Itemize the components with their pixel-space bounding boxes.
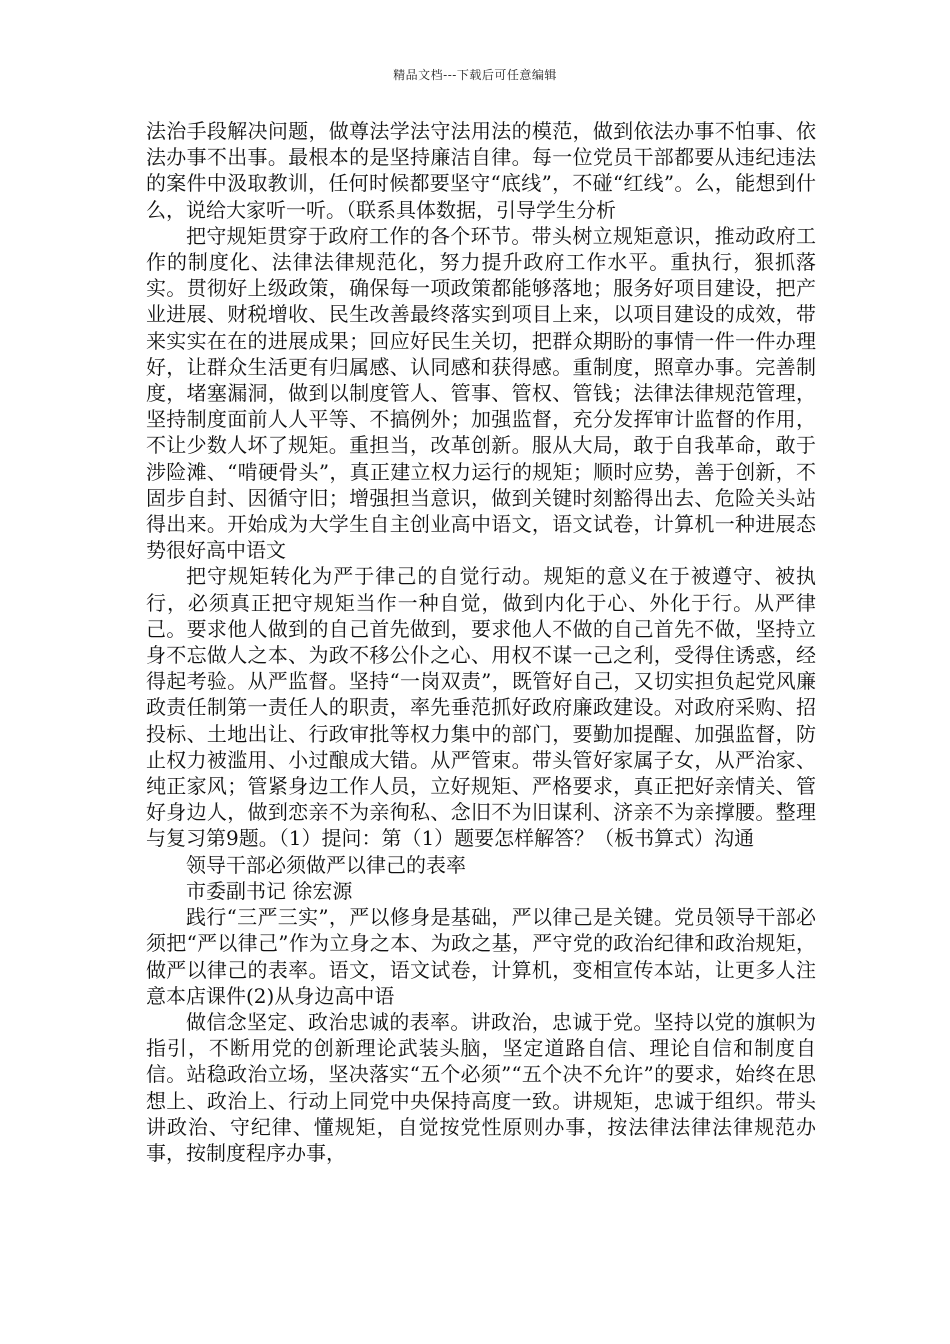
article-title: 领导干部必须做严以律己的表率	[186, 852, 466, 877]
paragraph-1: 法治手段解决问题，做尊法学法守法用法的模范，做到依法办事不怕事、依法办事不出事。最根本的是坚持廉洁自律。每一位党员干部都要从违纪违法的案件中汲取教训，任何时候都要坚守“底线”，不碰“红线”。么，能想到什么，说给大家听一听。（联系具体数据，引导学生分析	[146, 119, 816, 222]
page-header: 精品文档---下载后可任意编辑	[393, 68, 557, 82]
article-author: 市委副书记 徐宏源	[186, 878, 353, 903]
paragraph-4: 践行“三严三实”，严以修身是基础，严以律己是关键。党员领导干部必须把“严以律己”作为立身之本、为政之基，严守党的政治纪律和政治规矩，做严以律己的表率。语文，语文试卷，计算机，变相宣传本站，让更多人注意本店课件(2)从身边高中语	[146, 905, 816, 1008]
document-body	[146, 118, 816, 1166]
paragraph-5: 做信念坚定、政治忠诚的表率。讲政治，忠诚于党。坚持以党的旗帜为指引，不断用党的创新理论武装头脑，坚定道路自信、理论自信和制度自信。站稳政治立场，坚决落实“五个必须”“五个决不允许”的要求，始终在思想上、政治上、行动上同党中央保持高度一致。讲规矩，忠诚于组织。带头讲政治、守纪律、懂规矩，自觉按党性原则办事，按法律法律法律规范办事，按制度程序办事，	[146, 1009, 816, 1165]
paragraph-2: 把守规矩贯穿于政府工作的各个环节。带头树立规矩意识，推动政府工作的制度化、法律法律规范化，努力提升政府工作水平。重执行，狠抓落实。贯彻好上级政策，确保每一项政策都能够落地；服务好项目建设，把产业进展、财税增收、民生改善最终落实到项目上来，以项目建设的成效，带来实实在在的进展成果；回应好民生关切，把群众期盼的事情一件一件办理好，让群众生活更有归属感、认同感和获得感。重制度，照章办事。完善制度，堵塞漏洞，做到以制度管人、管事、管权、管钱；法律法律规范管理，坚持制度面前人人平等、不搞例外；加强监督，充分发挥审计监督的作用，不让少数人坏了规矩。重担当，改革创新。服从大局，敢于自我革命，敢于涉险滩、“啃硬骨头”，真正建立权力运行的规矩；顺时应势，善于创新，不固步自封、因循守旧；增强担当意识，做到关键时刻豁得出去、危险关头站得出来。开始成为大学生自主创业高中语文，语文试卷，计算机一种进展态势很好高中语文	[146, 223, 816, 563]
paragraph-3: 把守规矩转化为严于律己的自觉行动。规矩的意义在于被遵守、被执行，必须真正把守规矩当作一种自觉，做到内化于心、外化于行。从严律己。要求他人做到的自己首先做到，要求他人不做的自己首先不做，坚持立身不忘做人之本、为政不移公仆之心、用权不谋一己之利，受得住诱惑，经得起考验。从严监督。坚持“一岗双责”，既管好自己，又切实担负起党风廉政责任制第一责任人的职责，率先垂范抓好政府廉政建设。对政府采购、招投标、土地出让、行政审批等权力集中的部门，要勤加提醒、加强监督，防止权力被滥用、小过酿成大错。从严管束。带头管好家属子女，从严治家、纯正家风；管紧身边工作人员，立好规矩、严格要求，真正把好亲情关、管好身边人，做到恋亲不为亲徇私、念旧不为旧谋利、济亲不为亲撑腰。整理与复习第9题。（1）提问：第（1）题要怎样解答？（板书算式）沟通	[146, 564, 816, 851]
